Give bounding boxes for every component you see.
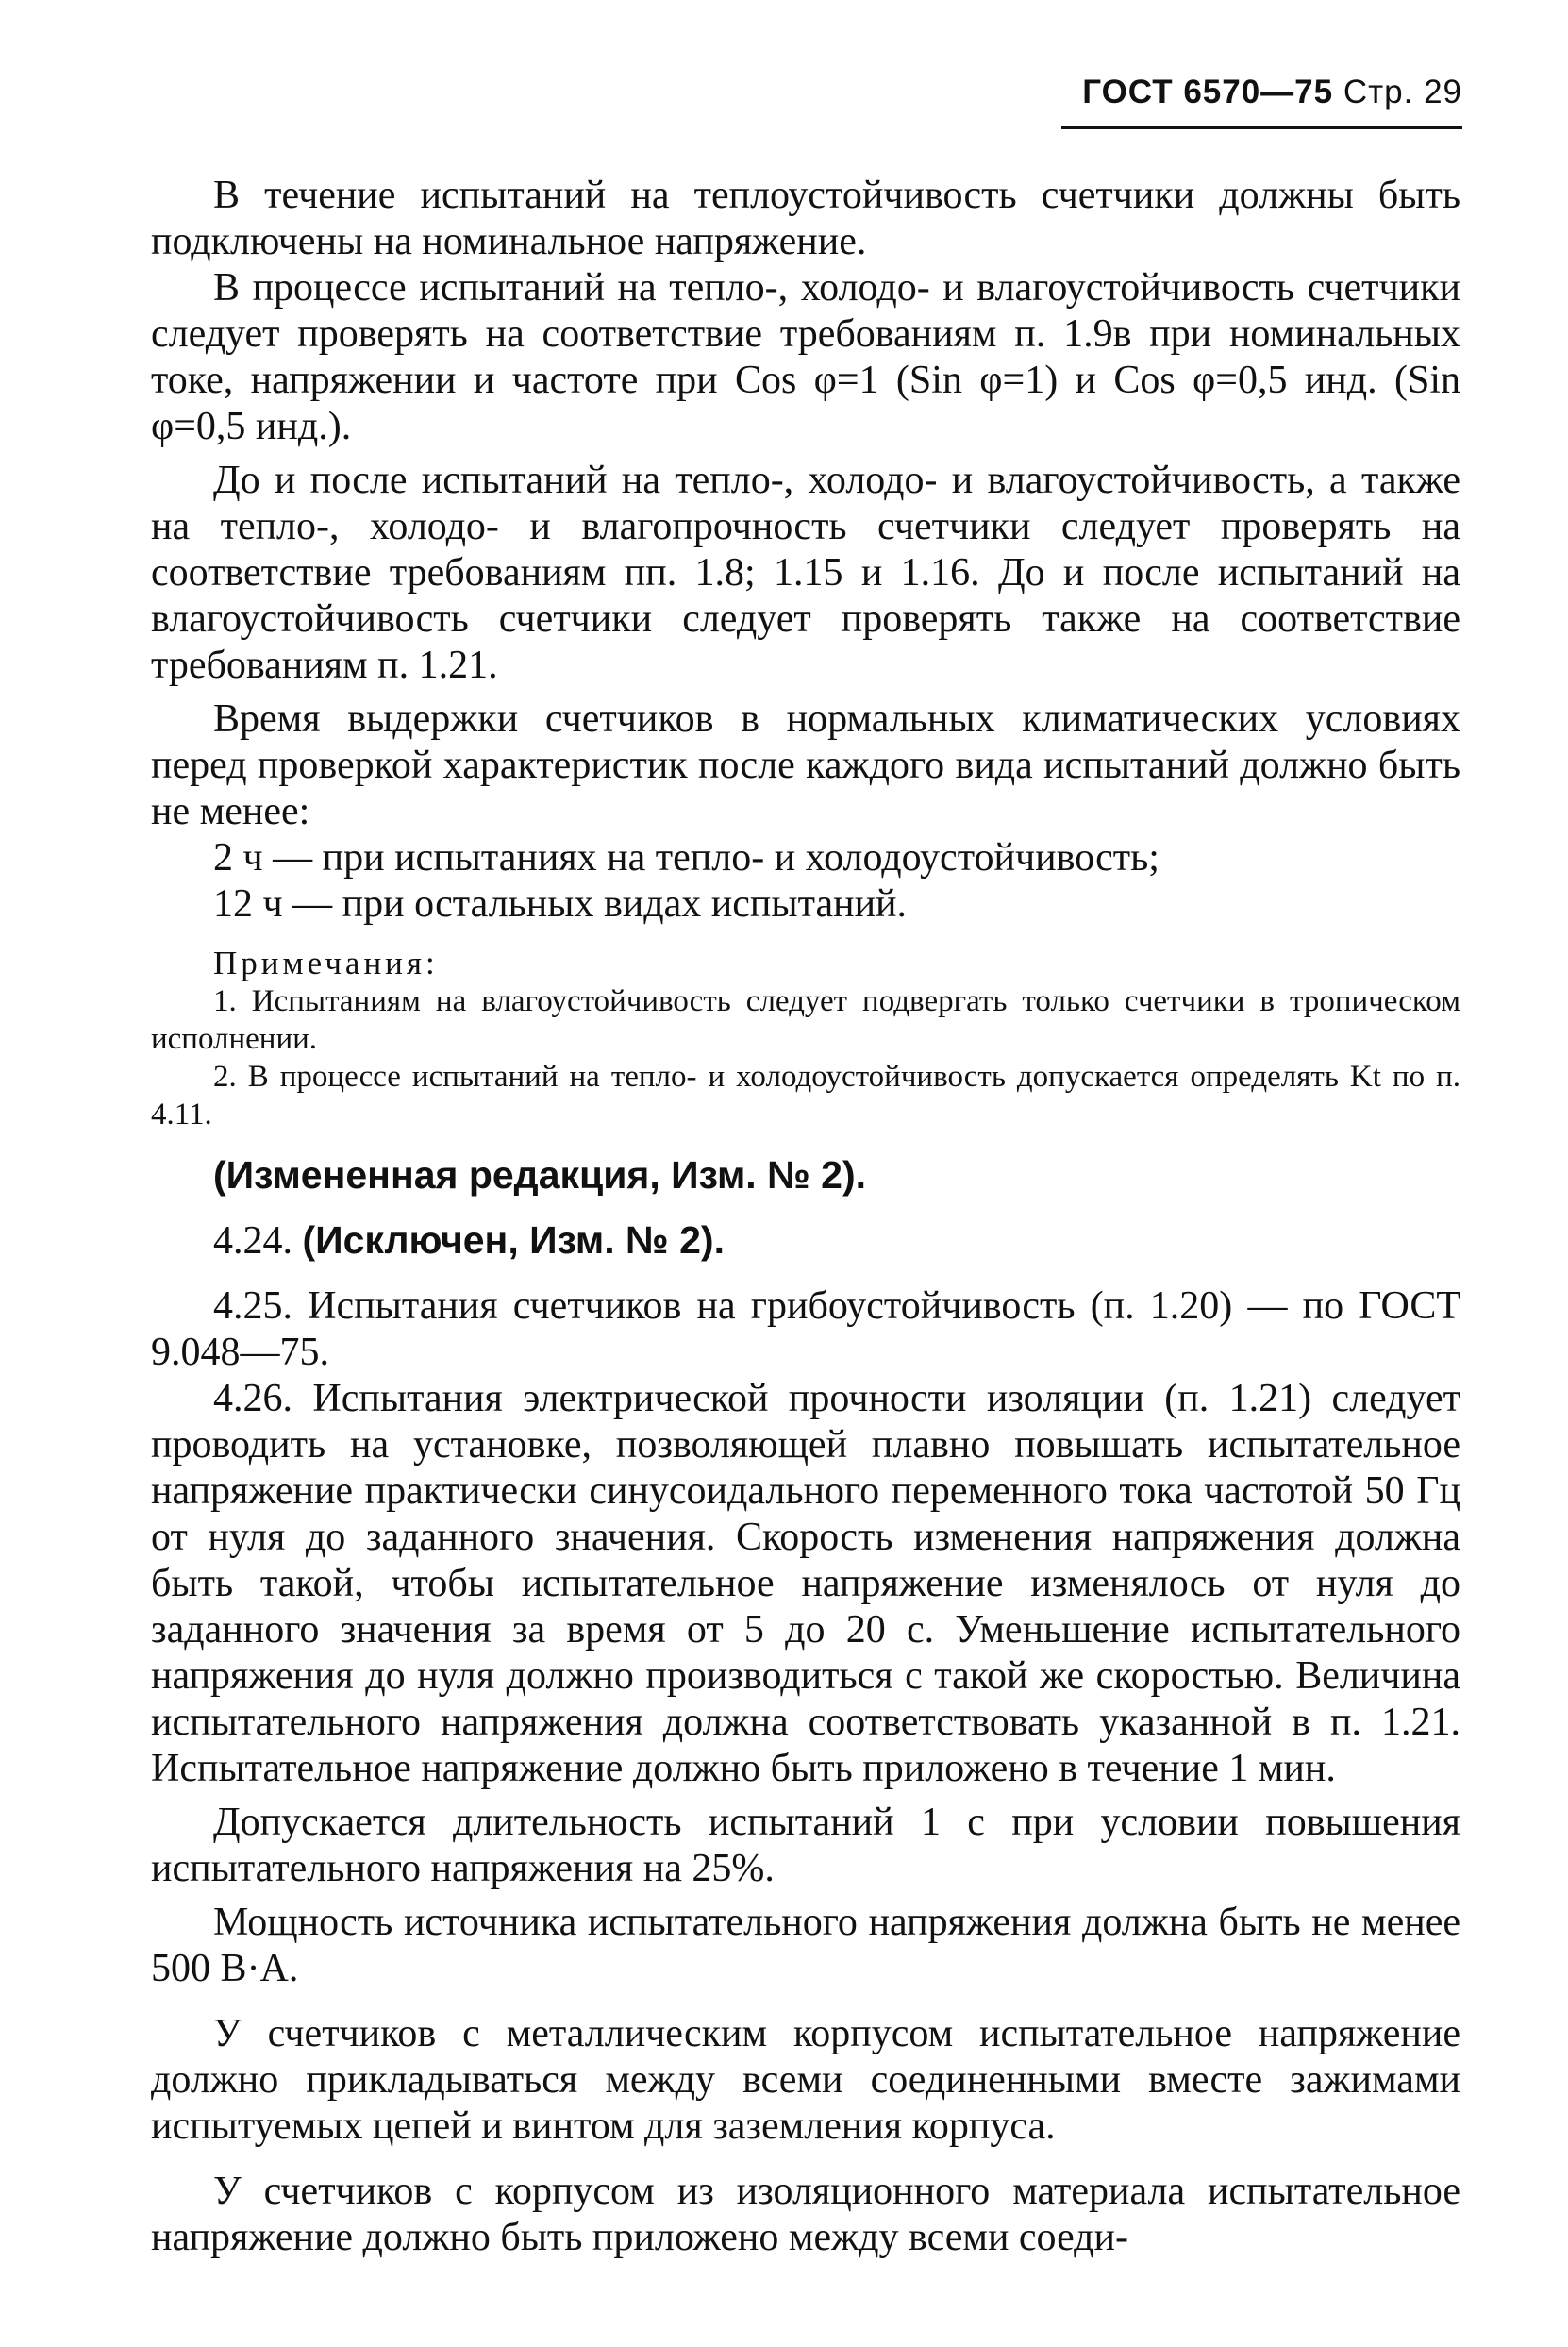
section-4-24 [151,1217,1460,1265]
section-number: 4.24. [213,1219,292,1263]
standard-number: ГОСТ 6570—75 [1082,74,1334,110]
paragraph: В процессе испытаний на тепло-, холодо- и влагоустойчивость счетчики следует проверять на соответствие требованиям п. 1.9в при номинальных токе, напряжении и частоте при Cos φ=1 (Sin φ=1) и Cos φ=0,5 инд. (Sin φ=0,5 инд.). [151,266,1460,448]
paragraph: В течение испытаний на теплоустойчивость счетчики должны быть подключены на номинальное напряжение. [151,174,1460,263]
section-text: (Исключен, Изм. № 2). [302,1218,725,1262]
note-item: 2. В процессе испытаний на тепло- и холодоустойчивость допускается определять Kt по п. 4.11. [151,1060,1460,1132]
paragraph: У счетчиков с металлическим корпусом испытательное напряжение должно прикладываться между всеми соединенными вместе зажимами испытуемых цепей и винтом для заземления корпуса. [151,2012,1460,2148]
notes-title: Примечания: [213,945,439,981]
section-4-25: 4.25. Испытания счетчиков на грибоустойчивость (п. 1.20) — по ГОСТ 9.048—75. [151,1284,1460,1374]
document-body [151,173,1460,2261]
paragraph: До и после испытаний на тепло-, холодо- и влагоустойчивость, а также на тепло-, холодо- и влагопрочность счетчики следует проверять на соответствие требованиям пп. 1.8; 1.15 и 1.16. До и после испытаний на влагоустойчивость счетчики следует проверять также на соответствие требованиям п. 1.21. [151,459,1460,687]
paragraph: У счетчиков с корпусом из изоляционного материала испытательное напряжение должно быть приложено между всеми соеди- [151,2170,1460,2259]
paragraph: 12 ч — при остальных видах испытаний. [213,882,908,926]
paragraph: Время выдержки счетчиков в нормальных климатических условиях перед проверкой характеристик после каждого вида испытаний должно быть не менее: [151,697,1460,833]
section-4-26: 4.26. Испытания электрической прочности изоляции (п. 1.21) следует проводить на установке, позволяющей плавно повышать испытательное напряжение практически синусоидального переменного тока частотой 50 Гц от нуля до заданного значения. Скорость изменения напряжения должна быть такой, чтобы испытательное напряжение изменялось от нуля до заданного значения за время от 5 до 20 с. Уменьшение испытательного напряжения до нуля должно производиться с такой же скоростью. Величина испытательного напряжения должна соответствовать указанной в п. 1.21. Испытательное напряжение должно быть приложено в течение 1 мин. [151,1377,1460,1790]
paragraph: Допускается длительность испытаний 1 с при условии повышения испытательного напряжения на 25%. [151,1801,1460,1890]
paragraph: Мощность источника испытательного напряжения должна быть не менее 500 В·А. [151,1901,1460,1990]
amendment-note: (Измененная редакция, Изм. № 2). [213,1153,867,1197]
page-header [1061,74,1462,111]
page-number: Стр. 29 [1343,74,1462,110]
paragraph: 2 ч — при испытаниях на тепло- и холодоустойчивость; [213,836,1159,880]
header-rule [1061,126,1462,129]
note-item: 1. Испытаниям на влагоустойчивость следует подвергать только счетчики в тропическом исполнении. [151,984,1460,1056]
